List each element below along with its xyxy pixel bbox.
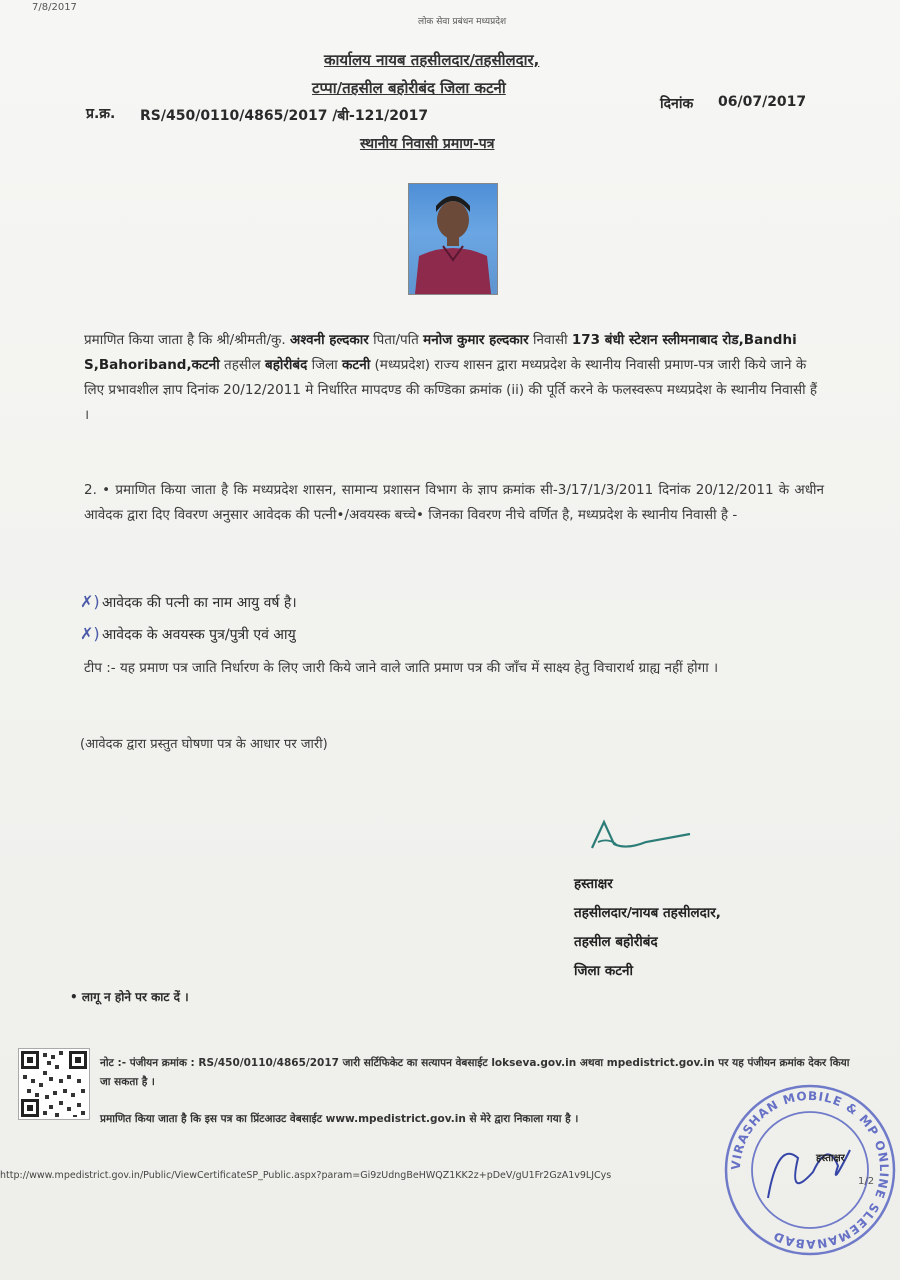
- verification-note: नोट :- पंजीयन क्रमांक : RS/450/0110/4865/2017 जारी सर्टिफिकेट का सत्यापन वेबसाईट lokseva.gov.in अथवा mpedistrict.gov.in पर यह पंजीयन क्रमांक देकर किया जा सकता है ।: [100, 1057, 850, 1088]
- tehsil: बहोरीबंद: [265, 357, 308, 373]
- certificate-url[interactable]: http://www.mpedistrict.gov.in/Public/ViewCertificateSP_Public.aspx?param=Gi9zUdngBeHWQZ1KK2z+pDeV/gU1Fr2GzA1v9LJCys: [0, 1170, 612, 1181]
- ref-label: प्र.क्र.: [86, 106, 116, 122]
- svg-text:VIRASHAN MOBILE & MP ONLINE SL: [729, 1089, 891, 1251]
- applicant-name: अश्वनी हल्दकार: [290, 332, 369, 348]
- signature-label: हस्ताक्षर: [574, 876, 613, 892]
- print-date: 7/8/2017: [32, 2, 77, 13]
- signature-block: [574, 870, 721, 986]
- stamp-text: VIRASHAN MOBILE & MP ONLINE SLEEMANABAD: [728, 1088, 892, 1252]
- strike-mark-1: ✗): [80, 592, 100, 611]
- portal-header: लोक सेवा प्रबंधन मध्यप्रदेश: [418, 17, 507, 27]
- note-paragraph: टीप :- यह प्रमाण पत्र जाति निर्धारण के लिए जारी किये जाने वाले जाति प्रमाण पत्र की जाँच में साक्ष्य हेतु विचारार्थ ग्राह्य नहीं होगा ।: [84, 660, 719, 676]
- item-2: ✗) आवेदक के अवयस्क पुत्र/पुत्री एवं आयु: [80, 624, 296, 643]
- designation: तहसीलदार/नायब तहसीलदार,: [574, 905, 721, 921]
- officer-signature: [586, 814, 696, 854]
- office-line-2: टप्पा/तहसील बहोरीबंद जिला कटनी: [312, 79, 506, 97]
- signature-district: जिला कटनी: [574, 963, 634, 979]
- paragraph-1: प्रमाणित किया जाता है कि श्री/श्रीमती/कु. अश्वनी हल्दकार पिता/पति मनोज कुमार हल्दकार निवासी 173 बंधी स्टेशन स्लीमनाबाद रोड,Bandhi S,Bahoriband,कटनी तहसील बहोरीबंद जिला कटनी (मध्यप्रदेश) राज्य शासन द्वारा मध्यप्रदेश के स्थानीय निवासी प्रमाण-पत्र जारी किये जाने के लिए प्रभावशील ज्ञाप दिनांक 20/12/2011 मे निर्धारित मापदण्ड की कण्डिका क्रमांक (ii) की पूर्ति करने के फलस्वरूप मध्यप्रदेश के स्थानीय निवासी हैं ।: [84, 332, 818, 423]
- date-label: दिनांक: [660, 96, 694, 112]
- issued-basis: (आवेदक द्वारा प्रस्तुत घोषणा पत्र के आधार पर जारी): [80, 737, 328, 752]
- applicant-photo: [408, 183, 498, 295]
- district: कटनी: [342, 357, 371, 373]
- stamp-signature-label: हस्ताक्षर: [816, 1153, 845, 1164]
- printout-statement: प्रमाणित किया जाता है कि इस पत्र का प्रिंटआउट वेबसाईट www.mpedistrict.gov.in से मेरे द्वारा निकाला गया है ।: [100, 1113, 579, 1125]
- official-stamp: [718, 1080, 900, 1260]
- address: 173 बंधी स्टेशन स्लीमनाबाद रोड,Bandhi S,Bahoriband,कटनी: [84, 332, 797, 373]
- father-name: मनोज कुमार हल्दकार: [423, 332, 529, 348]
- office-line-1: कार्यालय नायब तहसीलदार/तहसीलदार,: [324, 51, 540, 69]
- signature-tehsil: तहसील बहोरीबंद: [574, 934, 658, 950]
- ref-number: RS/450/0110/4865/2017 /बी-121/2017: [140, 108, 429, 124]
- qr-code: [18, 1048, 90, 1120]
- page-number: 1/2: [858, 1176, 875, 1187]
- strike-instruction: • लागू न होने पर काट दें ।: [70, 990, 189, 1004]
- certificate-title: स्थानीय निवासी प्रमाण-पत्र: [360, 136, 495, 152]
- paragraph-2: 2. • प्रमाणित किया जाता है कि मध्यप्रदेश शासन, सामान्य प्रशासन विभाग के ज्ञाप क्रमांक सी-3/17/1/3/2011 दिनांक 20/12/2011 के अधीन आवेदक द्वारा दिए विवरण अनुसार आवेदक की पत्नी•/अवयस्क बच्चे• जिनका विवरण नीचे वर्णित है, मध्यप्रदेश के स्थानीय निवासी है -: [84, 482, 824, 523]
- issue-date: 06/07/2017: [718, 94, 807, 110]
- item-1: ✗) आवेदक की पत्नी का नाम आयु वर्ष है।: [80, 592, 297, 611]
- strike-mark-2: ✗): [80, 624, 100, 643]
